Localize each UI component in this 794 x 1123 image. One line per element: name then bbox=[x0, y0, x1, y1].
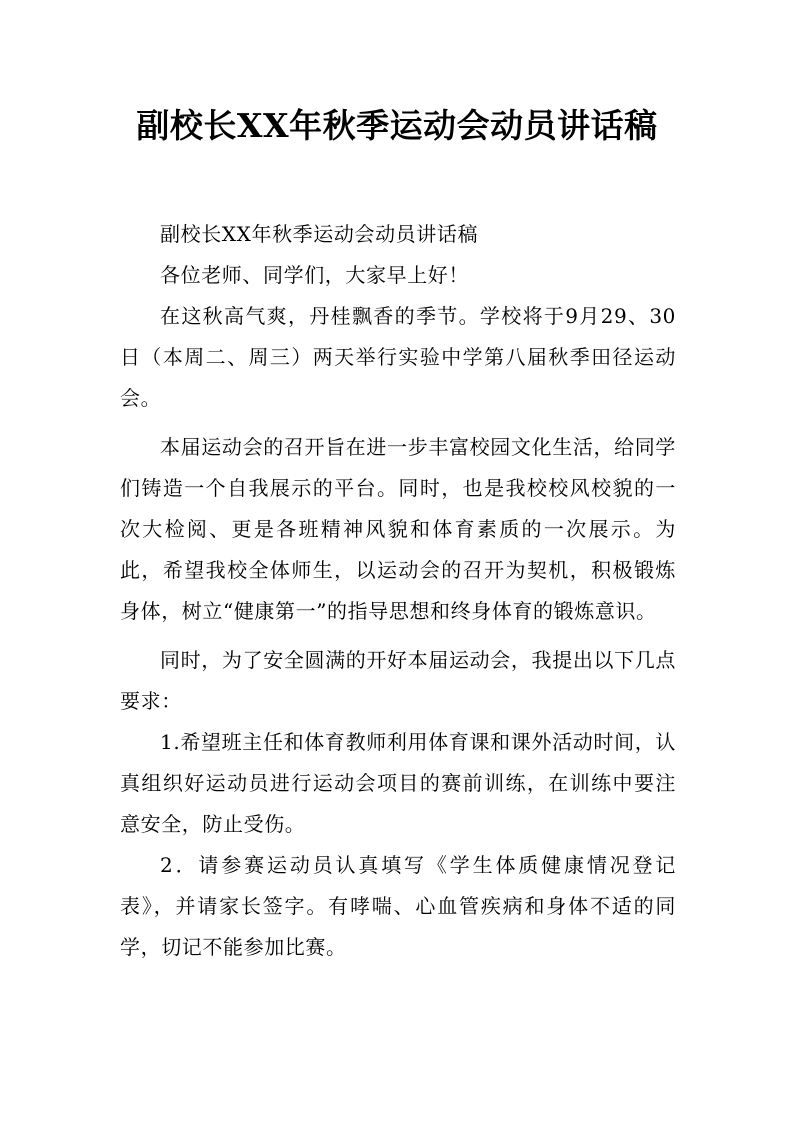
paragraph-requirements-intro: 同时，为了安全圆满的开好本届运动会，我提出以下几点要求： bbox=[120, 648, 676, 713]
paragraph-purpose: 本届运动会的召开旨在进一步丰富校园文化生活，给同学们铸造一个自我展示的平台。同时，也是我校校风校貌的一次大检阅、更是各班精神风貌和体育素质的一次展示。为此，希望我校全体师生，以运动会的召开为契机，积极锻炼身体，树立“健康第一”的指导思想和终身体育的锻炼意识。 bbox=[120, 435, 676, 623]
paragraph-requirement-1: 1.希望班主任和体育教师利用体育课和课外活动时间，认真组织好运动员进行运动会项目的赛前训练，在训练中要注意安全，防止受伤。 bbox=[120, 730, 676, 836]
paragraph-announcement: 在这秋高气爽，丹桂飘香的季节。学校将于9月29、30日（本周二、周三）两天举行实验中学第八届秋季田径运动会。 bbox=[120, 304, 676, 410]
paragraph-requirement-2: 2．请参赛运动员认真填写《学生体质健康情况登记表》，并请家长签字。有哮喘、心血管疾病和身体不适的同学，切记不能参加比赛。 bbox=[120, 853, 676, 959]
document-title: 副校长XX年秋季运动会动员讲话稿 bbox=[136, 106, 658, 145]
paragraph-subtitle: 副校长XX年秋季运动会动员讲话稿 bbox=[160, 222, 479, 246]
paragraph-greeting: 各位老师、同学们，大家早上好！ bbox=[160, 263, 469, 287]
document-body bbox=[120, 214, 676, 968]
